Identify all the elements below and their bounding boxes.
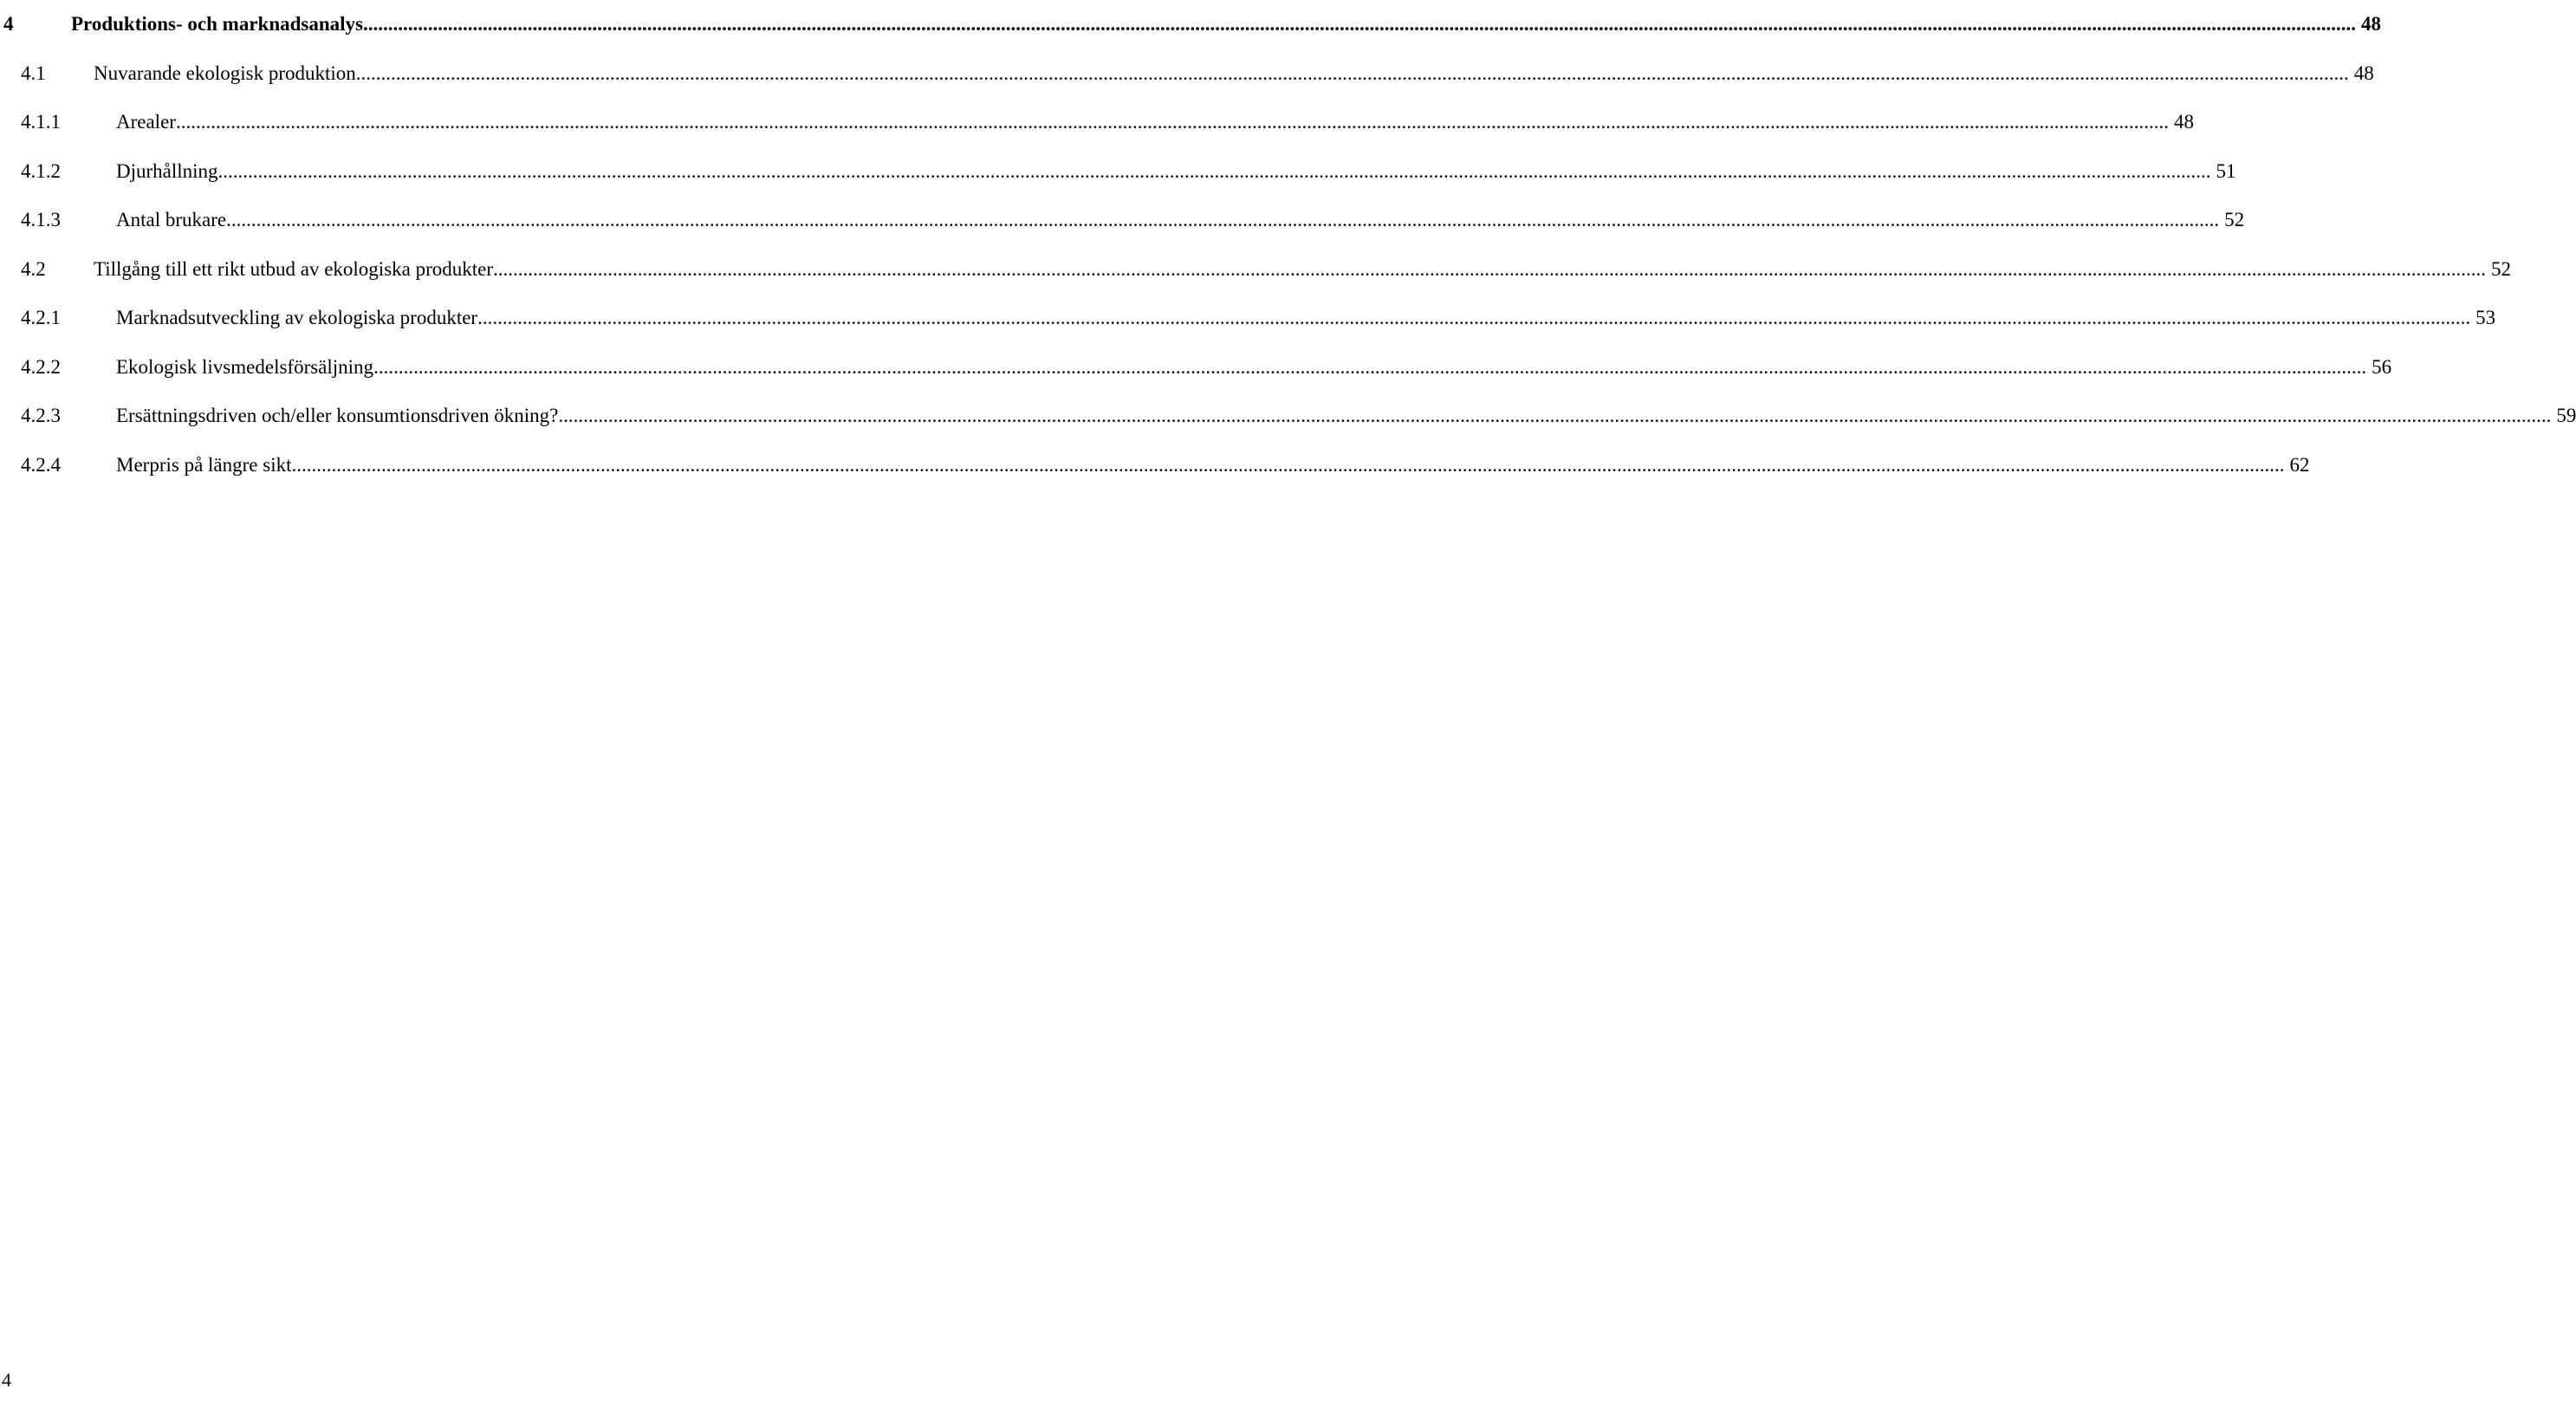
toc-entry[interactable]	[0, 354, 2392, 389]
toc-entry-number: 4.2	[21, 257, 46, 280]
dot-leader: ................................................................................................................................................................................................................................................................................................................................................................................................................	[217, 159, 2211, 182]
toc-entry-number: 4.2.4	[21, 453, 61, 476]
toc-entry-title: Tillgång till ett rikt utbud av ekologiska produkter	[94, 257, 494, 280]
toc-entry-number: 4.1	[21, 62, 46, 84]
toc-entry[interactable]	[0, 109, 2194, 144]
toc-entry-title: Arealer	[116, 111, 176, 133]
toc-entry-title: Djurhållning	[116, 159, 218, 182]
toc-entry[interactable]	[0, 11, 2381, 46]
dot-leader: ................................................................................................................................................................................................................................................................................................................................................................................................................	[493, 257, 2487, 280]
toc-entry-number: 4	[3, 13, 14, 35]
toc-entry-number: 4.1.1	[21, 111, 61, 133]
toc-entry[interactable]	[0, 159, 2236, 193]
toc-entry-page: 52	[2224, 209, 2245, 230]
toc-entry-number: 4.2.2	[21, 355, 61, 378]
toc-entry-line	[116, 452, 2310, 478]
toc-entry-line	[116, 109, 2194, 135]
toc-entry-page: 53	[2475, 307, 2496, 328]
toc-entry[interactable]	[0, 61, 2374, 95]
dot-leader: ................................................................................................................................................................................................................................................................................................................................................................................................................	[355, 62, 2349, 84]
toc-entry-line	[94, 256, 2512, 282]
toc-entry-line	[116, 207, 2245, 233]
dot-leader: ................................................................................................................................................................................................................................................................................................................................................................................................................	[226, 209, 2220, 230]
toc-entry-title: Marknadsutveckling av ekologiska produkter	[116, 307, 478, 328]
toc-entry-title: Produktions- och marknadsanalys	[71, 13, 363, 35]
dot-leader: ................................................................................................................................................................................................................................................................................................................................................................................................................	[477, 307, 2471, 328]
toc-entry-page: 59	[2556, 405, 2576, 426]
toc-entry-title: Merpris på längre sikt	[116, 453, 292, 476]
toc-entry-line	[116, 159, 2236, 185]
toc-entry-page: 62	[2289, 453, 2310, 476]
toc-entry-title: Ekologisk livsmedelsförsäljning	[116, 355, 374, 378]
toc-entry-number: 4.1.3	[21, 209, 61, 230]
toc-entry-line	[94, 61, 2374, 87]
toc-entry[interactable]	[0, 305, 2496, 340]
dot-leader: ................................................................................................................................................................................................................................................................................................................................................................................................................	[291, 453, 2285, 476]
toc-entry-line	[116, 354, 2392, 380]
toc-entry-title: Nuvarande ekologisk produktion	[94, 62, 356, 84]
toc-entry-title: Antal brukare	[116, 209, 227, 230]
toc-entry-line	[116, 305, 2496, 331]
toc-entry-page: 51	[2216, 159, 2236, 182]
toc-entry-page: 48	[2173, 111, 2194, 133]
toc-entry-page: 56	[2372, 355, 2392, 378]
toc-entry[interactable]	[0, 256, 2512, 291]
dot-leader: ................................................................................................................................................................................................................................................................................................................................................................................................................	[363, 13, 2356, 35]
toc-entry[interactable]	[0, 403, 2576, 438]
dot-leader: ................................................................................................................................................................................................................................................................................................................................................................................................................	[175, 111, 2169, 133]
toc-entry-title: Ersättningsdriven och/eller konsumtionsdriven ökning?	[116, 405, 559, 426]
toc-entry-page: 48	[2361, 13, 2381, 35]
toc-entry-page: 52	[2491, 257, 2512, 280]
dot-leader: ................................................................................................................................................................................................................................................................................................................................................................................................................	[558, 405, 2552, 426]
dot-leader: ................................................................................................................................................................................................................................................................................................................................................................................................................	[373, 355, 2367, 378]
page-number: 4	[2, 1369, 11, 1391]
toc-entry-number: 4.2.3	[21, 405, 61, 426]
toc-entry-line	[116, 403, 2576, 429]
toc-entry-page: 48	[2353, 62, 2374, 84]
toc-entry[interactable]	[0, 452, 2310, 487]
toc-entry[interactable]	[0, 207, 2245, 242]
toc-entry-line	[71, 11, 2381, 37]
toc-entry-number: 4.2.1	[21, 307, 61, 328]
toc-entry-number: 4.1.2	[21, 159, 61, 182]
